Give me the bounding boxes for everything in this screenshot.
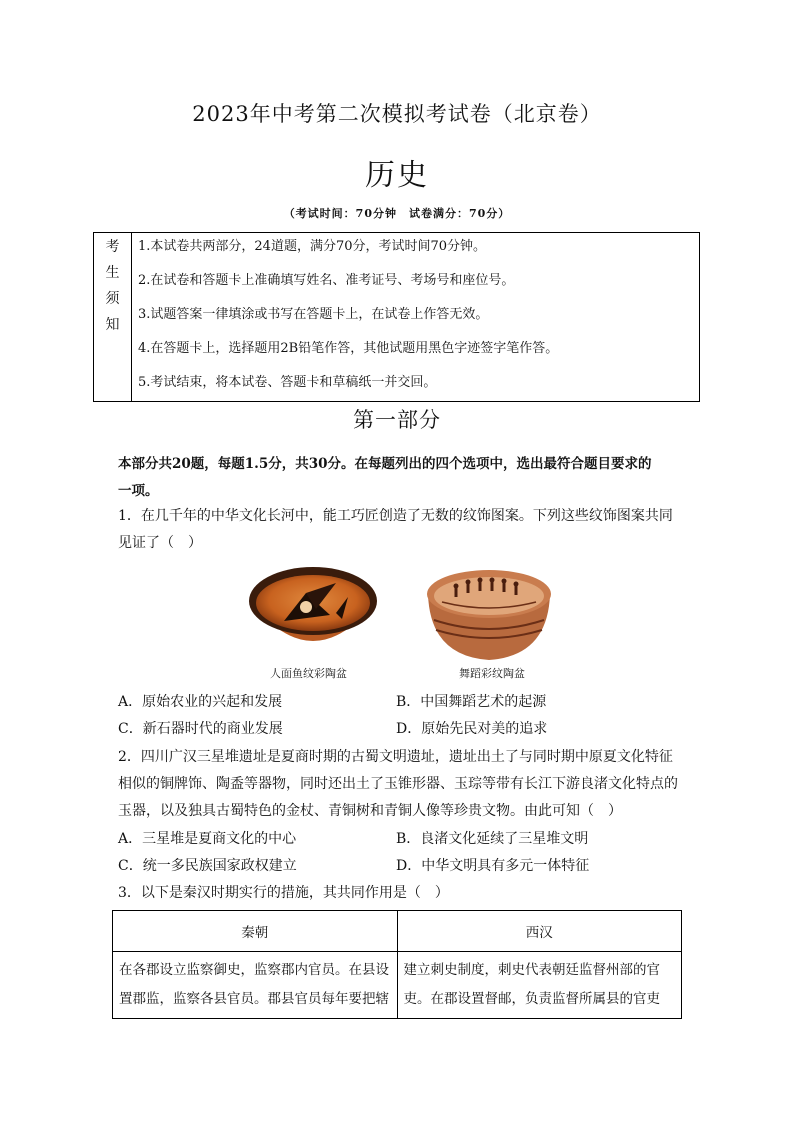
table-header-western-han: 西汉 xyxy=(397,911,682,952)
q2-option-d: D．中华文明具有多元一体特征 xyxy=(396,858,590,874)
notice-label-char: 考 xyxy=(105,239,120,255)
question-3-stem: 3．以下是秦汉时期实行的措施，其共同作用是（ ） xyxy=(118,885,449,901)
comparison-table xyxy=(112,910,682,1019)
notice-item: 1.本试卷共两部分，24道题，满分70分，考试时间70分钟。 xyxy=(138,239,487,254)
table-header-qin: 秦朝 xyxy=(113,911,398,952)
notice-label-char: 生 xyxy=(105,265,120,281)
notice-item: 3.试题答案一律填涂或书写在答题卡上，在试卷上作答无效。 xyxy=(138,307,489,322)
table-cell-line: 置郡监，监察各县官员。郡县官员每年要把辖 xyxy=(119,991,389,1007)
part-instruction: 本部分共20题，每题1.5分，共30分。在每题列出的四个选项中，选出最符合题目要求的 xyxy=(118,456,652,472)
q2-option-b: B．良渚文化延续了三星堆文明 xyxy=(396,831,589,847)
table-cell-line: 吏。在郡设置督邮，负责监督所属县的官吏 xyxy=(403,991,660,1007)
table-header-row xyxy=(113,911,682,952)
notice-label-char: 须 xyxy=(105,291,120,307)
part-title: 第一部分 xyxy=(353,408,441,432)
notice-item: 5.考试结束，将本试卷、答题卡和草稿纸一并交回。 xyxy=(138,375,437,390)
q2-option-c: C．统一多民族国家政权建立 xyxy=(118,858,297,874)
notice-item: 4.在答题卡上，选择题用2B铅笔作答，其他试题用黑色字迹签字笔作答。 xyxy=(138,341,559,356)
part-instruction-cont: 一项。 xyxy=(118,483,159,499)
q1-option-b: B．中国舞蹈艺术的起源 xyxy=(396,694,547,710)
notice-label-char: 知 xyxy=(105,317,120,333)
question-1-stem-cont: 见证了（ ） xyxy=(118,535,202,551)
notice-label xyxy=(94,233,132,401)
exam-title: 2023年中考第二次模拟考试卷（北京卷） xyxy=(192,102,602,126)
exam-meta: （考试时间：70分钟 试卷满分：70分） xyxy=(283,207,511,220)
table-cell-qin xyxy=(113,952,398,1019)
question-2-stem-cont: 相似的铜牌饰、陶盉等器物，同时还出土了玉锥形器、玉琮等带有长江下游良渚文化特点的 xyxy=(118,776,678,792)
question-2-stem-cont: 玉器，以及独具古蜀特色的金杖、青铜树和青铜人像等珍贵文物。由此可知（ ） xyxy=(118,803,622,819)
q1-option-d: D．原始先民对美的追求 xyxy=(396,721,548,737)
notice-item: 2.在试卷和答题卡上准确填写姓名、准考证号、考场号和座位号。 xyxy=(138,273,515,288)
bowl-caption-2: 舞蹈彩纹陶盆 xyxy=(459,667,525,680)
dancing-bowl-image xyxy=(422,564,556,664)
table-row xyxy=(113,952,682,1019)
q1-option-a: A．原始农业的兴起和发展 xyxy=(118,694,283,710)
table-cell-line: 在各郡设立监察御史，监察郡内官员。在县设 xyxy=(119,962,389,978)
table-cell-line: 建立刺史制度，刺史代表朝廷监督州部的官 xyxy=(403,962,660,978)
q1-option-c: C．新石器时代的商业发展 xyxy=(118,721,283,737)
bowl-caption-1: 人面鱼纹彩陶盆 xyxy=(270,667,347,680)
table-cell-western-han xyxy=(397,952,682,1019)
question-1-stem: 1．在几千年的中华文化长河中，能工巧匠创造了无数的纹饰图案。下列这些纹饰图案共同 xyxy=(118,508,673,524)
question-2-stem: 2．四川广汉三星堆遗址是夏商时期的古蜀文明遗址，遗址出土了与同时期中原夏文化特征 xyxy=(118,749,673,765)
face-fish-bowl-image xyxy=(244,563,382,663)
exam-subject: 历史 xyxy=(365,158,429,193)
notice-box xyxy=(93,232,700,402)
q2-option-a: A．三星堆是夏商文化的中心 xyxy=(118,831,297,847)
